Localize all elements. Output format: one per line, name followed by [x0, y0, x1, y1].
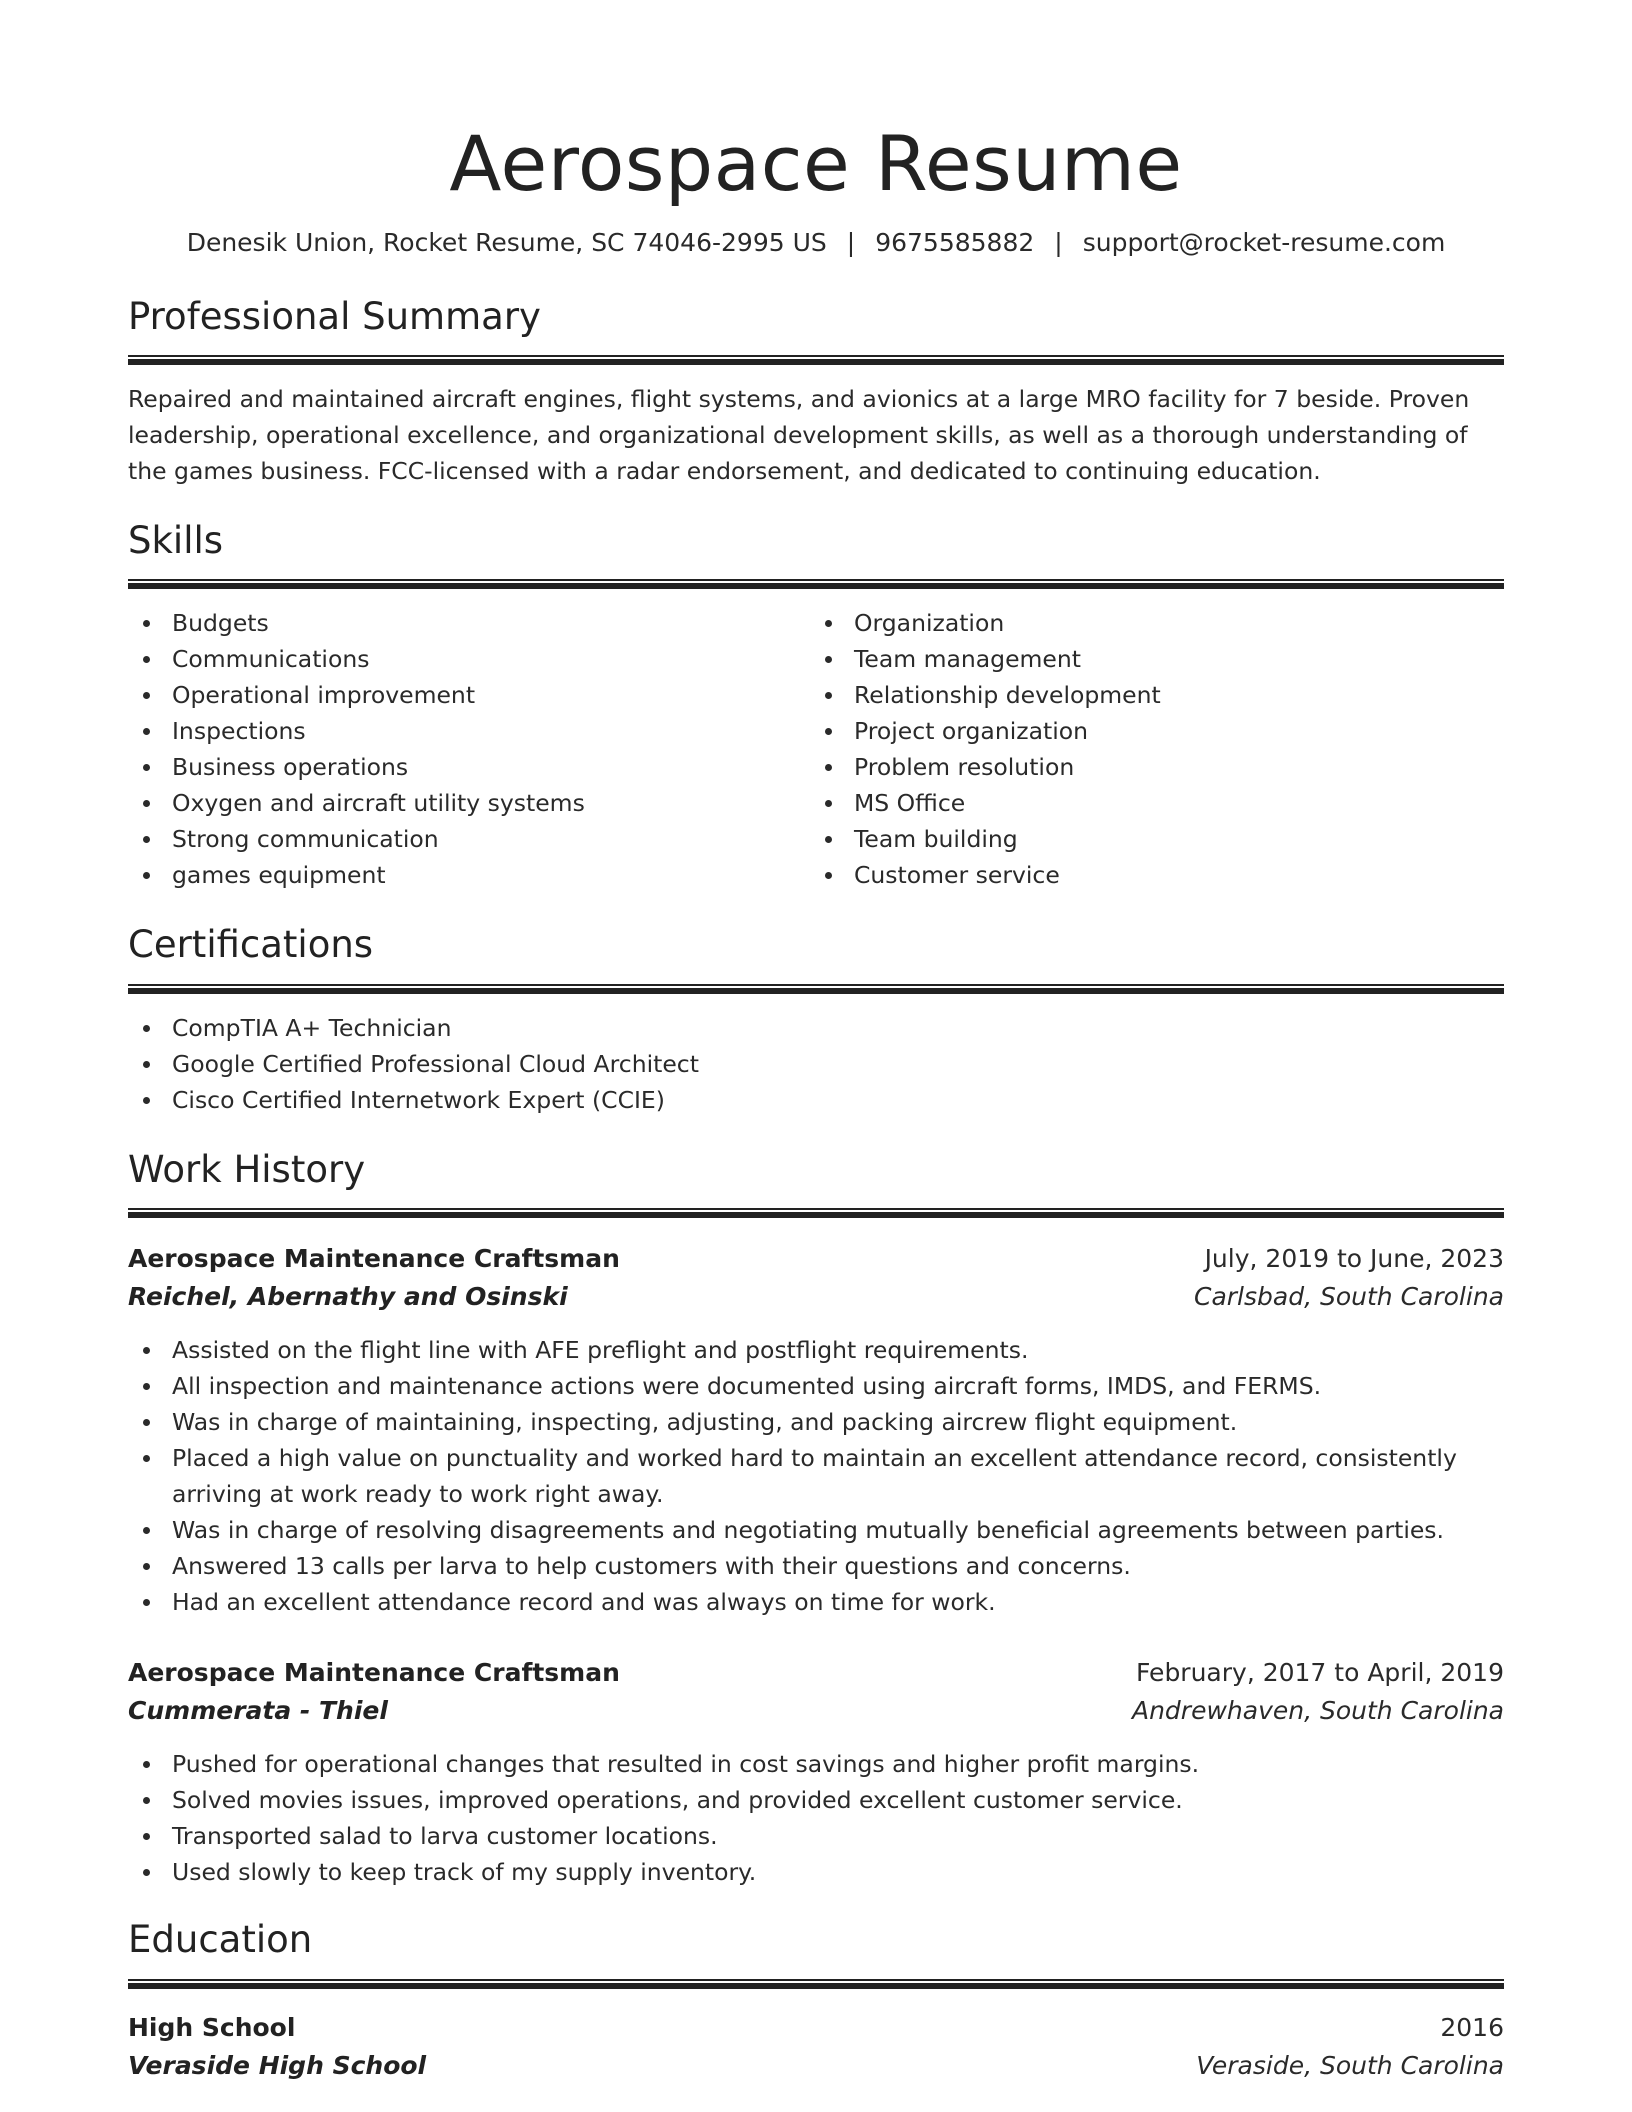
certifications-list	[128, 1010, 1504, 1118]
section-divider	[128, 984, 1504, 994]
education-entry	[128, 2009, 1504, 2085]
education-location: Veraside, South Carolina	[1196, 2050, 1504, 2080]
job-header	[128, 1654, 1504, 1692]
list-item: Budgets	[128, 605, 816, 641]
job-title: Aerospace Maintenance Craftsman	[128, 1244, 620, 1274]
list-item: Strong communication	[128, 821, 816, 857]
education-subheader	[128, 2047, 1504, 2085]
list-item: Placed a high value on punctuality and worked hard to maintain an excellent attendance record, consistently arriving at work ready to work right away.	[128, 1440, 1504, 1512]
resume-title: Aerospace Resume	[449, 119, 1183, 208]
email: support@rocket-resume.com	[1082, 227, 1446, 257]
list-item: Transported salad to larva customer locations.	[128, 1818, 1504, 1854]
job-duties-list	[128, 1332, 1504, 1620]
list-item: Project organization	[810, 713, 1498, 749]
list-item: Pushed for operational changes that resulted in cost savings and higher profit margins.	[128, 1746, 1504, 1782]
job-company: Cummerata - Thiel	[128, 1696, 388, 1726]
list-item: Operational improvement	[128, 677, 816, 713]
job-duties-list	[128, 1746, 1504, 1890]
list-item: Communications	[128, 641, 816, 677]
list-item: Solved movies issues, improved operations, and provided excellent customer service.	[128, 1782, 1504, 1818]
list-item: Team building	[810, 821, 1498, 857]
list-item: Google Certified Professional Cloud Architect	[128, 1046, 1504, 1082]
summary-section	[128, 295, 1504, 489]
education-year: 2016	[1440, 2012, 1504, 2042]
list-item: Cisco Certified Internetwork Expert (CCIE)	[128, 1082, 1504, 1118]
section-title: Skills	[128, 518, 224, 562]
list-item: Problem resolution	[810, 749, 1498, 785]
section-title: Certifications	[128, 923, 374, 967]
job-subheader	[128, 1278, 1504, 1316]
job-company: Reichel, Abernathy and Osinski	[128, 1282, 568, 1312]
list-item: Had an excellent attendance record and was always on time for work.	[128, 1584, 1504, 1620]
list-item: Answered 13 calls per larva to help customers with their questions and concerns.	[128, 1548, 1504, 1584]
section-divider	[128, 1979, 1504, 1989]
list-item: Customer service	[810, 857, 1498, 893]
list-item: All inspection and maintenance actions were documented using aircraft forms, IMDS, and FERMS.	[128, 1368, 1504, 1404]
job-location: Andrewhaven, South Carolina	[1131, 1696, 1504, 1726]
education-section	[128, 1918, 1504, 2084]
list-item: Was in charge of maintaining, inspecting, adjusting, and packing aircrew flight equipment.	[128, 1404, 1504, 1440]
skills-grid	[128, 605, 1504, 893]
section-divider	[128, 355, 1504, 365]
section-title: Professional Summary	[128, 294, 541, 338]
contact-line	[128, 228, 1504, 257]
section-divider	[128, 1208, 1504, 1218]
list-item: Oxygen and aircraft utility systems	[128, 785, 816, 821]
skills-left-list	[128, 605, 816, 893]
job-entry	[128, 1240, 1504, 1620]
certifications-section	[128, 923, 1504, 1117]
list-item: Assisted on the flight line with AFE preflight and postflight requirements.	[128, 1332, 1504, 1368]
phone: 9675585882	[875, 227, 1035, 257]
education-header	[128, 2009, 1504, 2047]
list-item: Organization	[810, 605, 1498, 641]
address: Denesik Union, Rocket Resume, SC 74046-2995 US	[186, 227, 827, 257]
list-item: MS Office	[810, 785, 1498, 821]
separator: |	[1054, 227, 1063, 257]
job-entry	[128, 1654, 1504, 1890]
list-item: Relationship development	[810, 677, 1498, 713]
list-item: Inspections	[128, 713, 816, 749]
list-item: CompTIA A+ Technician	[128, 1010, 1504, 1046]
work-section	[128, 1148, 1504, 1890]
list-item: Team management	[810, 641, 1498, 677]
education-school: Veraside High School	[128, 2050, 427, 2080]
list-item: Business operations	[128, 749, 816, 785]
separator: |	[846, 227, 856, 257]
list-item: Was in charge of resolving disagreements and negotiating mutually beneficial agreements between parties.	[128, 1512, 1504, 1548]
education-degree: High School	[128, 2012, 296, 2042]
list-item: games equipment	[128, 857, 816, 893]
job-header	[128, 1240, 1504, 1278]
job-dates: July, 2019 to June, 2023	[1204, 1244, 1504, 1274]
skills-section	[128, 519, 1504, 893]
section-title: Work History	[128, 1147, 366, 1191]
job-title: Aerospace Maintenance Craftsman	[128, 1658, 620, 1688]
job-dates: February, 2017 to April, 2019	[1136, 1658, 1504, 1688]
list-item: Used slowly to keep track of my supply inventory.	[128, 1854, 1504, 1890]
job-location: Carlsbad, South Carolina	[1194, 1282, 1504, 1312]
section-divider	[128, 579, 1504, 589]
skills-right-list	[810, 605, 1498, 893]
summary-text: Repaired and maintained aircraft engines, flight systems, and avionics at a large MRO facility for 7 beside. Proven leadership, operational excellence, and organizational development skills, as well as a thorough understanding of the games business. FCC-licensed with a radar endorsement, and dedicated to continuing education.	[128, 384, 1470, 485]
job-subheader	[128, 1692, 1504, 1730]
section-title: Education	[128, 1918, 313, 1962]
